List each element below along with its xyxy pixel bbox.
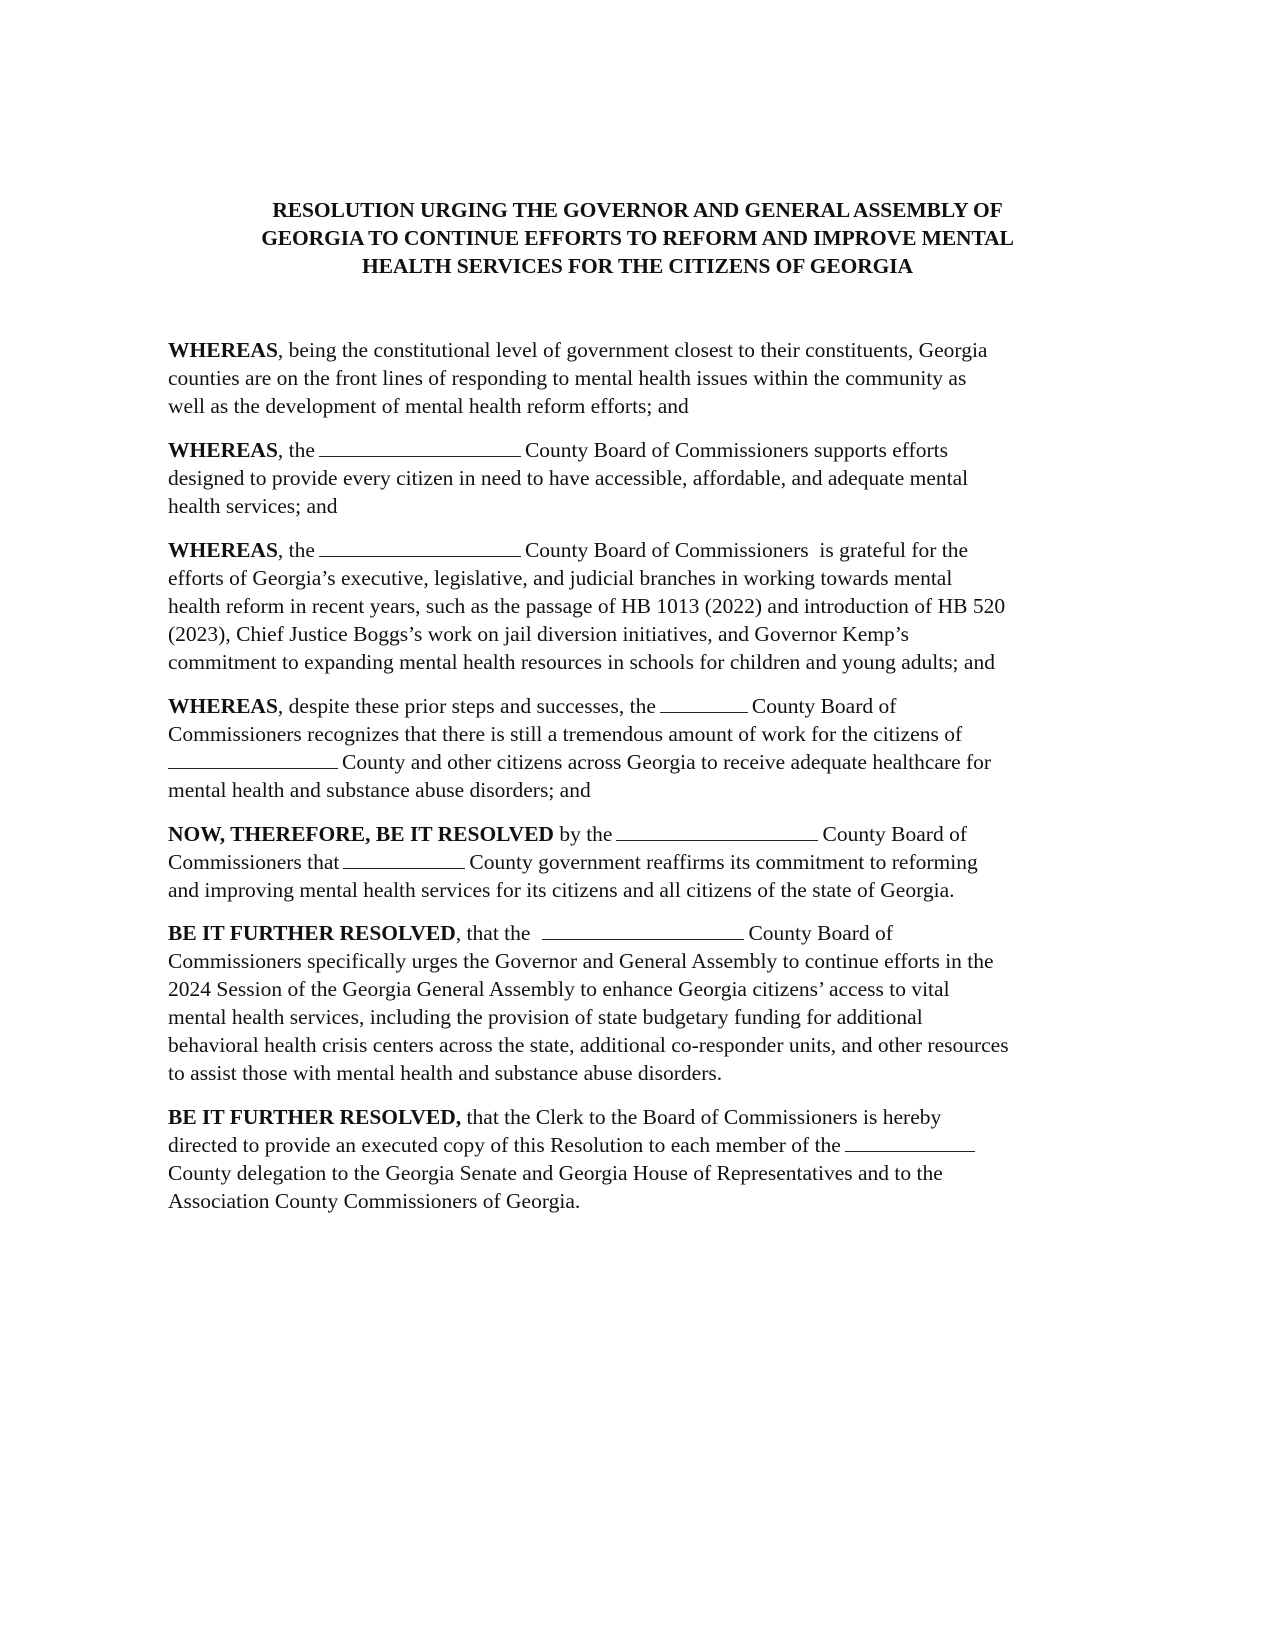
county-name-blank[interactable] — [319, 438, 521, 457]
paragraph-text: County Board of Commissioners supports efforts — [524, 438, 948, 462]
title-line: RESOLUTION URGING THE GOVERNOR AND GENERAL ASSEMBLY OF — [272, 198, 1003, 222]
county-name-blank[interactable] — [319, 538, 521, 557]
county-name-blank[interactable] — [845, 1133, 975, 1152]
paragraph-text: County government reaffirms its commitment to reforming — [469, 850, 978, 874]
paragraph-text: designed to provide every citizen in need to have accessible, affordable, and adequate mental — [168, 466, 969, 490]
paragraph-text: to assist those with mental health and substance abuse disorders. — [168, 1061, 723, 1085]
paragraph-text: County Board of Commissioners is grateful for the — [524, 538, 969, 562]
paragraph-text: directed to provide an executed copy of this Resolution to each member of the — [168, 1133, 841, 1157]
paragraph-lead: NOW, THEREFORE, BE IT RESOLVED — [168, 822, 554, 846]
paragraph-text: , the — [277, 438, 315, 462]
paragraph-text: Commissioners that — [168, 850, 340, 874]
paragraph-text: behavioral health crisis centers across the state, additional co-responder units, and other resources — [168, 1033, 1009, 1057]
further-resolved-paragraph-1 — [168, 919, 1098, 1087]
paragraph-text: , that the — [455, 921, 531, 945]
document-title — [150, 196, 1125, 280]
paragraph-text: and improving mental health services for its citizens and all citizens of the state of Georgia. — [168, 878, 955, 902]
paragraph-text: by the — [553, 822, 613, 846]
paragraph-text: County delegation to the Georgia Senate and Georgia House of Representatives and to the — [168, 1161, 943, 1185]
paragraph-text: County Board of — [748, 921, 893, 945]
paragraph-lead: BE IT FURTHER RESOLVED — [168, 921, 456, 945]
whereas-paragraph-1 — [168, 336, 1098, 420]
paragraph-lead: BE IT FURTHER RESOLVED, — [168, 1105, 462, 1129]
paragraph-text: County Board of — [822, 822, 968, 846]
paragraph-text: well as the development of mental health reform efforts; and — [168, 394, 689, 418]
further-resolved-paragraph-2 — [168, 1103, 1098, 1215]
paragraph-text: counties are on the front lines of responding to mental health issues within the community as — [168, 366, 967, 390]
whereas-paragraph-4 — [168, 692, 1098, 804]
title-line: GEORGIA TO CONTINUE EFFORTS TO REFORM AND IMPROVE MENTAL — [261, 226, 1014, 250]
county-name-blank[interactable] — [660, 694, 748, 713]
paragraph-lead: WHEREAS — [168, 338, 278, 362]
paragraph-text: health services; and — [168, 494, 338, 518]
paragraph-text: health reform in recent years, such as the passage of HB 1013 (2022) and introduction of HB 520 — [168, 594, 1006, 618]
county-name-blank[interactable] — [168, 750, 338, 769]
paragraph-text: County and other citizens across Georgia to receive adequate healthcare for — [342, 750, 992, 774]
paragraph-text: that the Clerk to the Board of Commissioners is hereby — [461, 1105, 942, 1129]
paragraph-text: Commissioners recognizes that there is still a tremendous amount of work for the citizens of — [168, 722, 963, 746]
paragraph-text: (2023), Chief Justice Boggs’s work on jail diversion initiatives, and Governor Kemp’s — [168, 622, 910, 646]
paragraph-lead: WHEREAS — [168, 538, 278, 562]
paragraph-lead: WHEREAS — [168, 438, 278, 462]
title-line: HEALTH SERVICES FOR THE CITIZENS OF GEORGIA — [362, 254, 913, 278]
paragraph-text: mental health and substance abuse disorders; and — [168, 778, 591, 802]
paragraph-text: County Board of — [751, 694, 897, 718]
whereas-paragraph-3 — [168, 536, 1098, 676]
paragraph-text: efforts of Georgia’s executive, legislative, and judicial branches in working towards mental — [168, 566, 953, 590]
county-name-blank[interactable] — [542, 921, 744, 940]
paragraph-text: Association County Commissioners of Georgia. — [168, 1189, 581, 1213]
paragraph-text: Commissioners specifically urges the Governor and General Assembly to continue efforts in the — [168, 949, 994, 973]
county-name-blank[interactable] — [343, 850, 465, 869]
paragraph-text: 2024 Session of the Georgia General Assembly to enhance Georgia citizens’ access to vital — [168, 977, 950, 1001]
paragraph-text: , being the constitutional level of government closest to their constituents, Georgia — [277, 338, 988, 362]
paragraph-text: mental health services, including the provision of state budgetary funding for additional — [168, 1005, 923, 1029]
paragraph-text: , the — [277, 538, 315, 562]
whereas-paragraph-2 — [168, 436, 1098, 520]
resolved-paragraph — [168, 820, 1098, 904]
paragraph-lead: WHEREAS — [168, 694, 278, 718]
county-name-blank[interactable] — [616, 822, 818, 841]
paragraph-text: commitment to expanding mental health resources in schools for children and young adults; and — [168, 650, 995, 674]
paragraph-text: , despite these prior steps and successes, the — [277, 694, 656, 718]
